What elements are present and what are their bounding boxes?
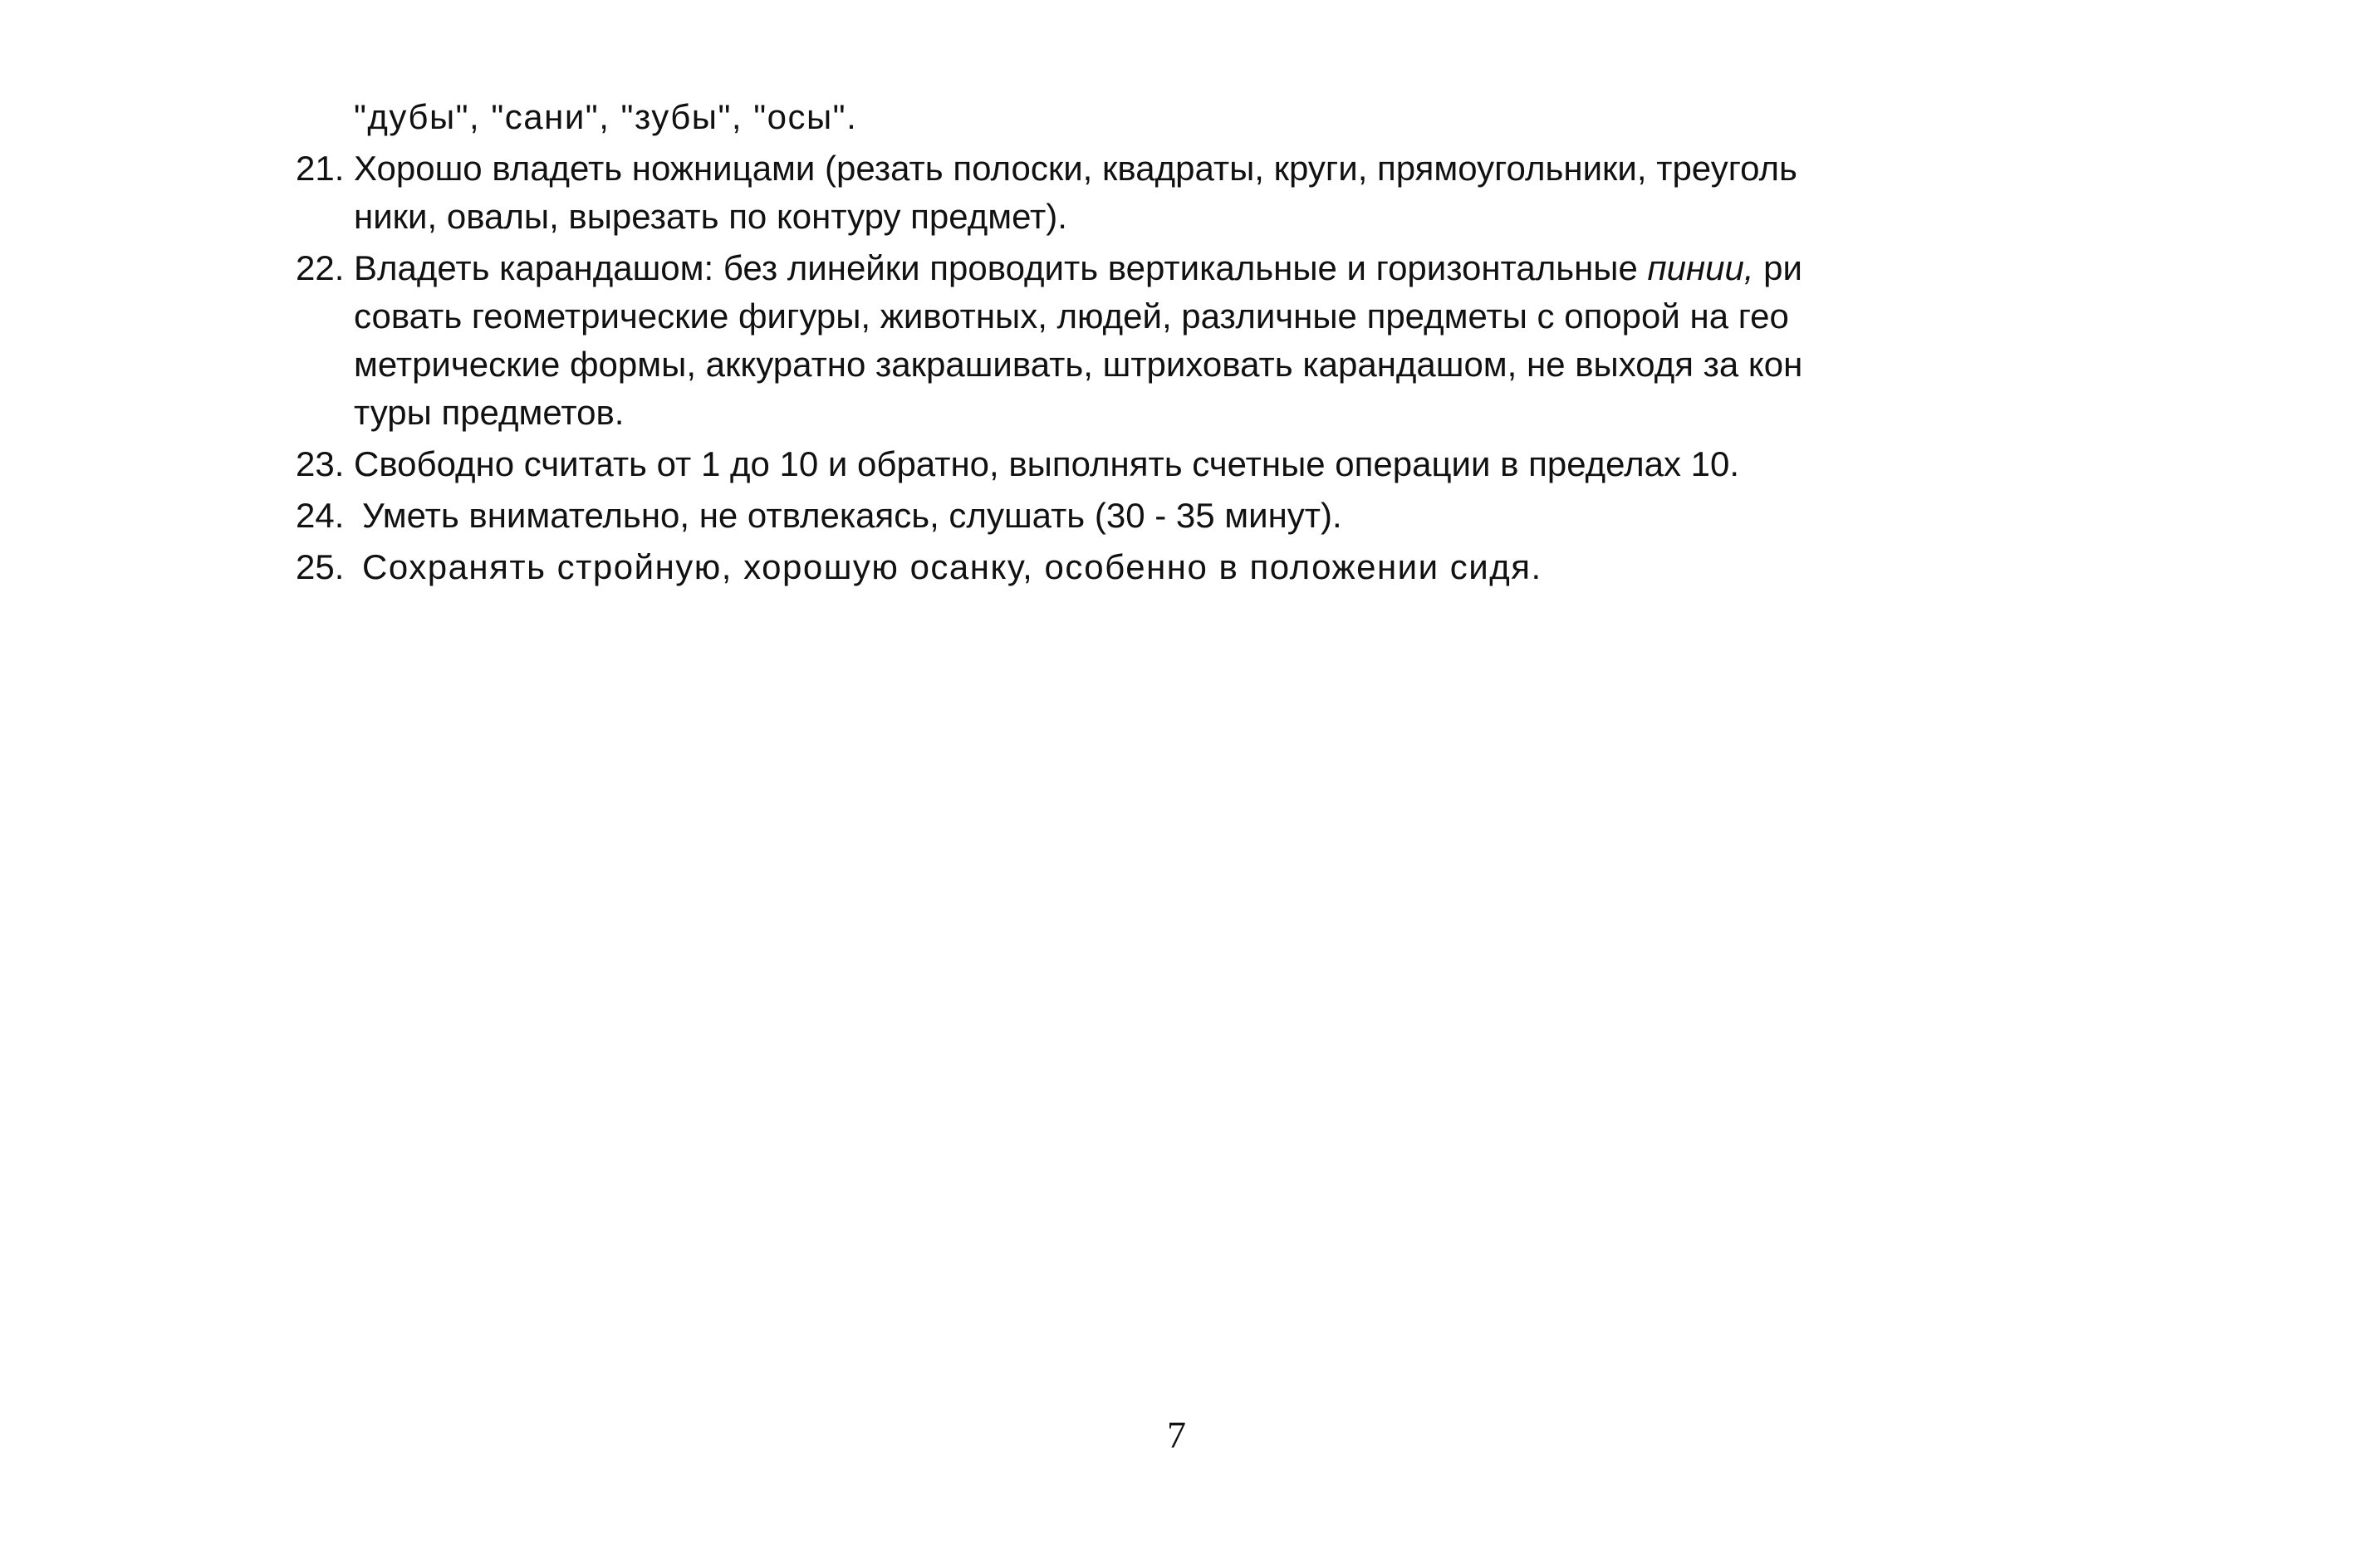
continuation-line: "дубы", "сани", "зубы", "осы". — [354, 97, 858, 136]
list-item-number: 23. — [296, 444, 345, 483]
list-item-line-part: Владеть карандашом: без линейки проводить вертикальные и горизонтальные — [354, 248, 1648, 287]
list-item-line — [354, 244, 2040, 292]
list-item-number: 24. — [296, 496, 345, 535]
list-item-text — [362, 492, 2040, 540]
list-item-text — [354, 244, 2040, 437]
list-item-line-part: ри — [1753, 248, 1802, 287]
list-item-line: ники, овалы, вырезать по контуру предмет). — [354, 197, 1067, 236]
list-item-25 — [296, 543, 2040, 591]
list-item-24 — [296, 492, 2040, 540]
list-item-text — [362, 543, 2040, 591]
list-item-text — [354, 145, 2040, 241]
list-item-line: Уметь внимательно, не отвлекаясь, слушать (30 - 35 минут). — [362, 496, 1342, 535]
list-item-line: метрические формы, аккуратно закрашивать, штриховать карандашом, не выходя за кон — [354, 345, 1803, 384]
list-item-line: Свободно считать от 1 до 10 и обратно, выполнять счетные операции в пределах 10. — [354, 444, 1740, 483]
list-item-line: совать геометрические фигуры, животных, людей, различные предметы с опорой на гео — [354, 296, 1789, 336]
italic-word: пинии, — [1647, 248, 1754, 287]
list-item-line: Хорошо владеть ножницами (резать полоски, квадраты, круги, прямоугольники, треуголь — [354, 149, 1797, 188]
list-item-line: туры предметов. — [354, 393, 625, 432]
page-number: 7 — [1167, 1414, 1186, 1456]
page-body-text — [296, 93, 2040, 595]
list-item-text — [354, 440, 2040, 488]
list-item-21 — [296, 145, 2040, 241]
list-item-22 — [296, 244, 2040, 437]
list-item-number: 21. — [296, 149, 345, 188]
list-item-number: 25. — [296, 547, 345, 586]
list-item-number: 22. — [296, 248, 345, 287]
list-item-23 — [296, 440, 2040, 488]
list-item-line: Сохранять стройную, хорошую осанку, особенно в положении сидя. — [362, 547, 1542, 586]
